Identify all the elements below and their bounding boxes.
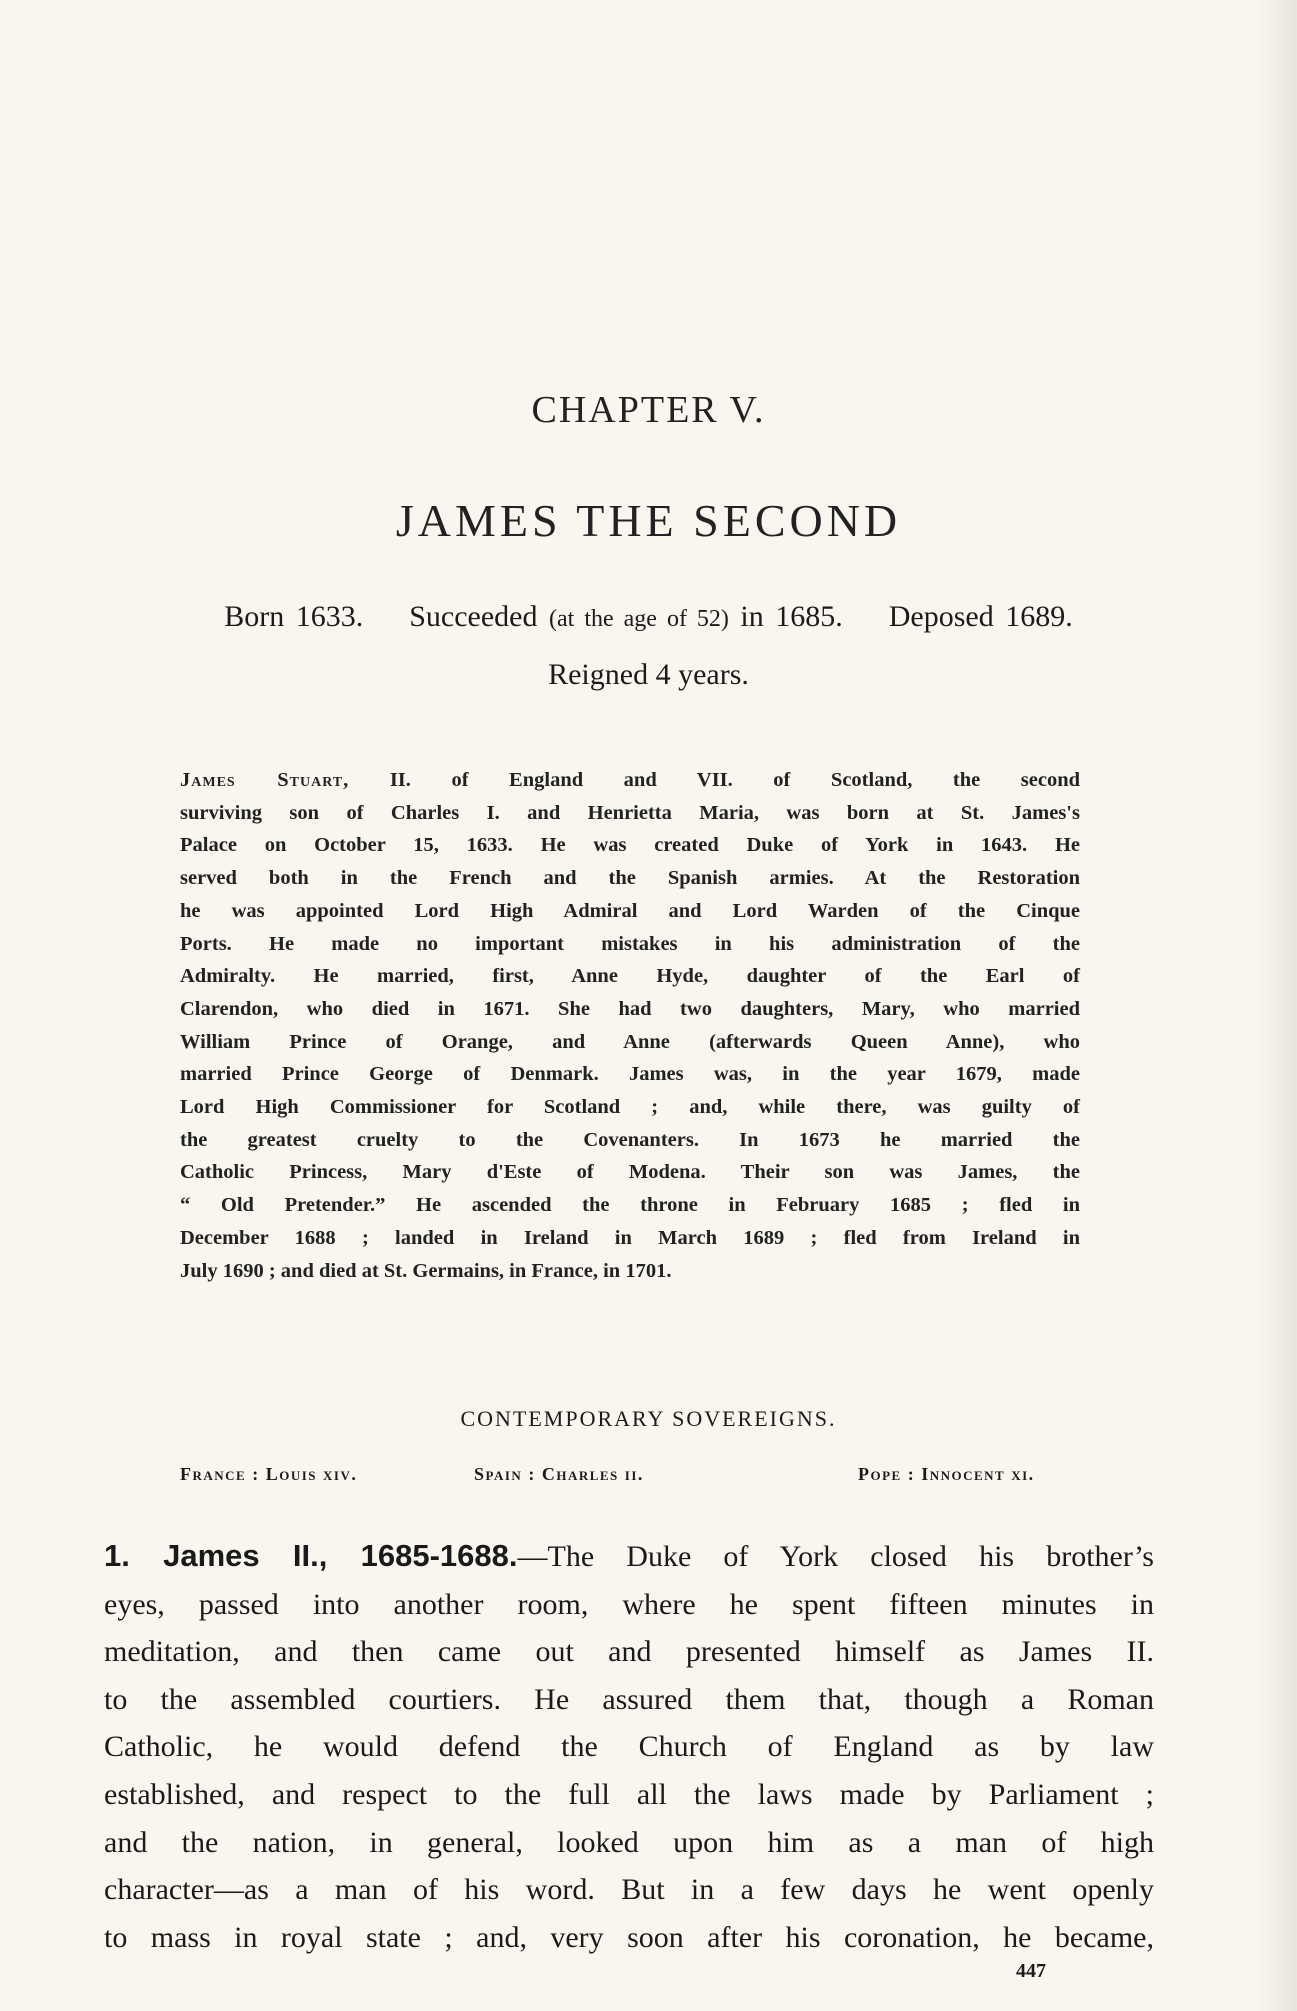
section-line: meditation, and then came out and presented himself as James II. <box>104 1635 1154 1669</box>
bio-line: Admiralty. He married, first, Anne Hyde, daughter of the Earl of <box>180 965 1080 988</box>
bio-line: Ports. He made no important mistakes in his administration of the <box>180 932 1080 955</box>
section-line: established, and respect to the full all the laws made by Parliament ; <box>104 1777 1154 1811</box>
dates-line <box>0 600 1297 634</box>
section-line: Catholic, he would defend the Church of England as by law <box>104 1730 1154 1764</box>
contemporary-sovereigns-heading: CONTEMPORARY SOVEREIGNS. <box>460 1406 837 1431</box>
section-body <box>104 1532 1154 1961</box>
section-line: eyes, passed into another room, where he spent fifteen minutes in <box>104 1587 1154 1621</box>
bio-line: he was appointed Lord High Admiral and Lord Warden of the Cinque <box>180 899 1080 922</box>
reign-length: Reigned 4 years. <box>548 658 749 691</box>
sovereign-france: France : Louis xiv. <box>180 1464 358 1484</box>
section-heading: 1. James II., 1685-1688. <box>104 1538 518 1573</box>
chapter-number: CHAPTER V. <box>531 389 766 431</box>
bio-line: James Stuart, II. of England and VII. of Scotland, the second <box>180 769 1080 791</box>
bio-line: the greatest cruelty to the Covenanters. In 1673 he married the <box>180 1128 1080 1151</box>
section-line: character—as a man of his word. But in a few days he went openly <box>104 1873 1154 1907</box>
succeeded-year: in 1685. <box>740 600 843 633</box>
bio-line: Palace on October 15, 1633. He was created Duke of York in 1643. He <box>180 834 1080 857</box>
bio-line: married Prince George of Denmark. James was, in the year 1679, made <box>180 1063 1080 1086</box>
page-edge-shadow <box>1257 0 1297 2011</box>
section-line: to the assembled courtiers. He assured them that, though a Roman <box>104 1682 1154 1716</box>
bio-line: Catholic Princess, Mary d'Este of Modena. Their son was James, the <box>180 1161 1080 1184</box>
biography-paragraph <box>180 764 1080 1287</box>
age-note: (at the age of 52) <box>549 606 729 632</box>
bio-line: Clarendon, who died in 1671. She had two daughters, Mary, who married <box>180 997 1080 1020</box>
bio-line: William Prince of Orange, and Anne (afterwards Queen Anne), who <box>180 1030 1080 1053</box>
bio-line: July 1690 ; and died at St. Germains, in France, in 1701. <box>180 1259 672 1282</box>
bio-line: served both in the French and the Spanish armies. At the Restoration <box>180 867 1080 890</box>
bio-line: surviving son of Charles I. and Henrietta Maria, was born at St. James's <box>180 801 1080 824</box>
sovereign-pope: Pope : Innocent xi. <box>858 1464 1035 1484</box>
bio-lead-name: James Stuart, <box>180 769 350 791</box>
deposed-date: Deposed 1689. <box>888 600 1073 633</box>
section-line: 1. James II., 1685-1688.—The Duke of York closed his brother’s <box>104 1538 1154 1573</box>
page-number: 447 <box>1016 1960 1046 1982</box>
section-line: to mass in royal state ; and, very soon after his coronation, he became, <box>104 1920 1154 1954</box>
succeeded-label: Succeeded <box>409 600 538 633</box>
bio-line: Lord High Commissioner for Scotland ; and, while there, was guilty of <box>180 1096 1080 1119</box>
chapter-title: JAMES THE SECOND <box>395 495 902 546</box>
bio-line: “ Old Pretender.” He ascended the throne in February 1685 ; fled in <box>180 1194 1080 1217</box>
bio-line: December 1688 ; landed in Ireland in March 1689 ; fled from Ireland in <box>180 1226 1080 1249</box>
sovereign-spain: Spain : Charles ii. <box>474 1464 644 1484</box>
born-date: Born 1633. <box>224 600 364 633</box>
section-line: and the nation, in general, looked upon him as a man of high <box>104 1825 1154 1859</box>
